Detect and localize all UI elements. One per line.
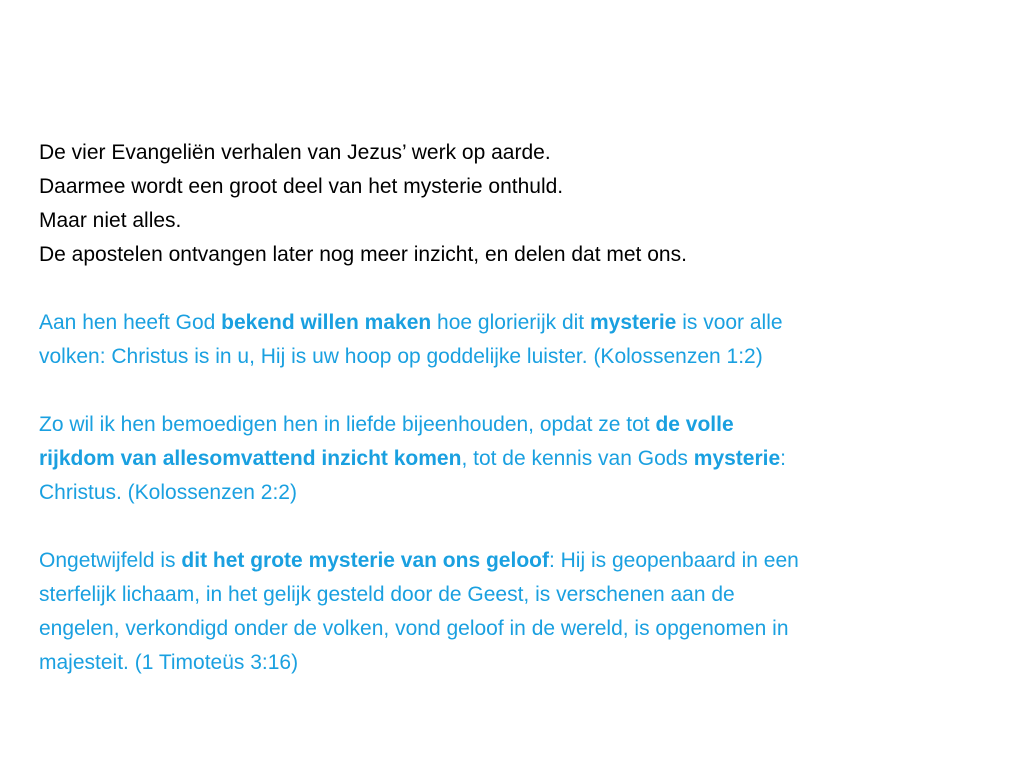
- intro-line: Maar niet alles.: [39, 209, 182, 232]
- spacer: [39, 510, 989, 544]
- quote-emphasis: dit het grote mysterie van ons geloof: [181, 549, 549, 572]
- quote-text: Aan hen heeft God: [39, 311, 222, 334]
- quote-text: Ongetwijfeld is: [39, 549, 182, 572]
- quote-line: [39, 306, 989, 340]
- quote-emphasis: bekend willen maken: [221, 311, 432, 334]
- spacer: [39, 374, 989, 408]
- quote-text: Zo wil ik hen bemoedigen hen in liefde bijeenhouden, opdat ze tot: [39, 413, 656, 436]
- quote-line: [39, 544, 989, 578]
- quote-emphasis: rijkdom van allesomvattend inzicht komen: [39, 447, 462, 470]
- quote-emphasis: mysterie: [693, 447, 781, 470]
- quote-emphasis: mysterie: [589, 311, 677, 334]
- quote-emphasis: de volle: [655, 413, 734, 436]
- spacer: [39, 272, 989, 306]
- quote-text: : Hij is geopenbaard in een: [548, 549, 799, 572]
- quote-colossians-2: [39, 408, 989, 510]
- quote-text: :: [780, 447, 786, 470]
- quote-line: [39, 442, 989, 476]
- quote-line: [39, 408, 989, 442]
- quote-timothy: [39, 544, 989, 680]
- intro-line: Daarmee wordt een groot deel van het mysterie onthuld.: [39, 175, 564, 198]
- quote-text: , tot de kennis van Gods: [461, 447, 694, 470]
- quote-line: engelen, verkondigd onder de volken, vond geloof in de wereld, is opgenomen in: [39, 617, 789, 640]
- quote-text: hoe glorierijk dit: [431, 311, 590, 334]
- intro-line: De vier Evangeliën verhalen van Jezus’ werk op aarde.: [39, 141, 551, 164]
- quote-line: majesteit. (1 Timoteüs 3:16): [39, 651, 299, 674]
- intro-line: De apostelen ontvangen later nog meer inzicht, en delen dat met ons.: [39, 243, 687, 266]
- intro-paragraph: [39, 136, 989, 272]
- quote-line: Christus. (Kolossenzen 2:2): [39, 481, 297, 504]
- quote-line: volken: Christus is in u, Hij is uw hoop op goddelijke luister. (Kolossenzen 1:2): [39, 345, 763, 368]
- quote-line: sterfelijk lichaam, in het gelijk gesteld door de Geest, is verschenen aan de: [39, 583, 735, 606]
- quote-colossians-1: [39, 306, 989, 374]
- quote-text: is voor alle: [676, 311, 783, 334]
- slide-body: [39, 136, 989, 680]
